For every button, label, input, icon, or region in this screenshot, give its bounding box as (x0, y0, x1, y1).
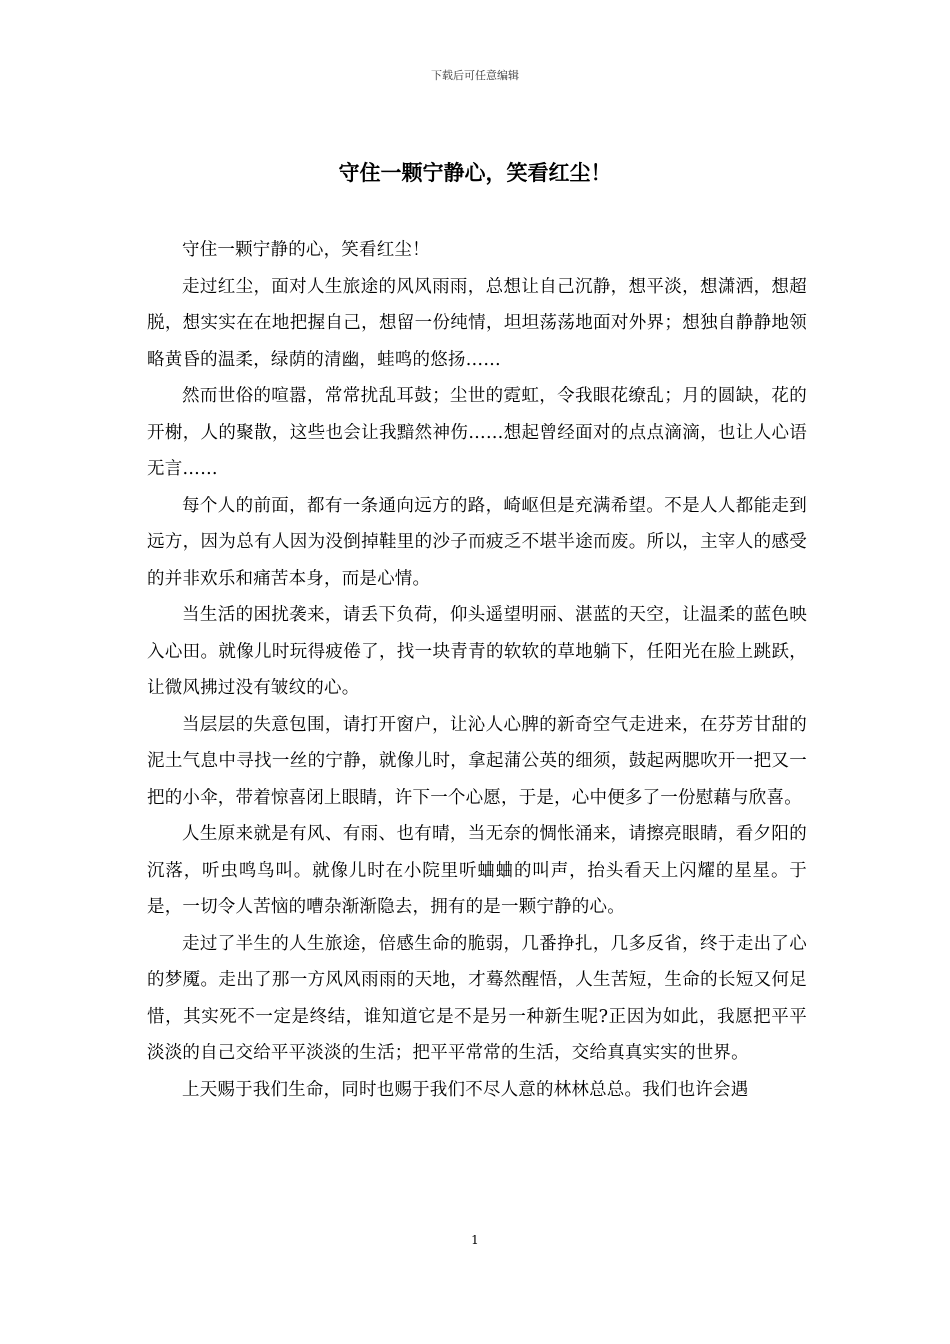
paragraph-7: 人生原来就是有风、有雨、也有晴，当无奈的惆怅涌来，请擦亮眼睛，看夕阳的沉落，听虫鸣鸟叫。就像儿时在小院里听蛐蛐的叫声，抬头看天上闪耀的星星。于是，一切令人苦恼的嘈杂渐渐隐去，拥有的是一颗宁静的心。 (147, 824, 807, 917)
paragraph-3: 然而世俗的喧嚣，常常扰乱耳鼓；尘世的霓虹，令我眼花缭乱；月的圆缺，花的开榭，人的聚散，这些也会让我黯然神伤……想起曾经面对的点点滴滴，也让人心语无言…… (147, 386, 807, 479)
page-header-note: 下载后可任意编辑 (431, 69, 519, 82)
document-title: 守住一颗宁静心，笑看红尘！ (338, 160, 612, 185)
paragraph-4: 每个人的前面，都有一条通向远方的路，崎岖但是充满希望。不是人人都能走到远方，因为总有人因为没倒掉鞋里的沙子而疲乏不堪半途而废。所以，主宰人的感受的并非欢乐和痛苦本身，而是心情。 (147, 495, 807, 589)
paragraph-9: 上天赐于我们生命，同时也赐于我们不尽人意的林林总总。我们也许会遇 (182, 1079, 749, 1100)
paragraph-1: 守住一颗宁静的心，笑看红尘！ (182, 240, 430, 260)
paragraph-6: 当层层的失意包围，请打开窗户，让沁人心脾的新奇空气走进来，在芬芳甘甜的泥土气息中寻找一丝的宁静，就像儿时，拿起蒲公英的细须，鼓起两腮吹开一把又一把的小伞，带着惊喜闭上眼睛，许下一个心愿，于是，心中便多了一份慰藉与欣喜。 (147, 714, 807, 808)
paragraph-5: 当生活的困扰袭来，请丢下负荷，仰头遥望明丽、湛蓝的天空，让温柔的蓝色映入心田。就像儿时玩得疲倦了，找一块青青的软软的草地躺下，任阳光在脸上跳跃，让微风拂过没有皱纹的心。 (147, 605, 807, 698)
document-body (147, 232, 807, 1108)
paragraph-2: 走过红尘，面对人生旅途的风风雨雨，总想让自己沉静，想平淡，想潇洒，想超脱，想实实在在地把握自己，想留一份纯情，坦坦荡荡地面对外界；想独自静静地领略黄昏的温柔，绿荫的清幽，蛙鸣的悠扬…… (147, 276, 807, 370)
page-number: 1 (471, 1233, 479, 1247)
paragraph-8: 走过了半生的人生旅途，倍感生命的脆弱，几番挣扎，几多反省，终于走出了心的梦魇。走出了那一方风风雨雨的天地，才蓦然醒悟，人生苦短，生命的长短又何足惜，其实死不一定是终结，谁知道它是不是另一种新生呢?正因为如此，我愿把平平淡淡的自己交给平平淡淡的生活；把平平常常的生活，交给真真实实的世界。 (147, 933, 807, 1063)
